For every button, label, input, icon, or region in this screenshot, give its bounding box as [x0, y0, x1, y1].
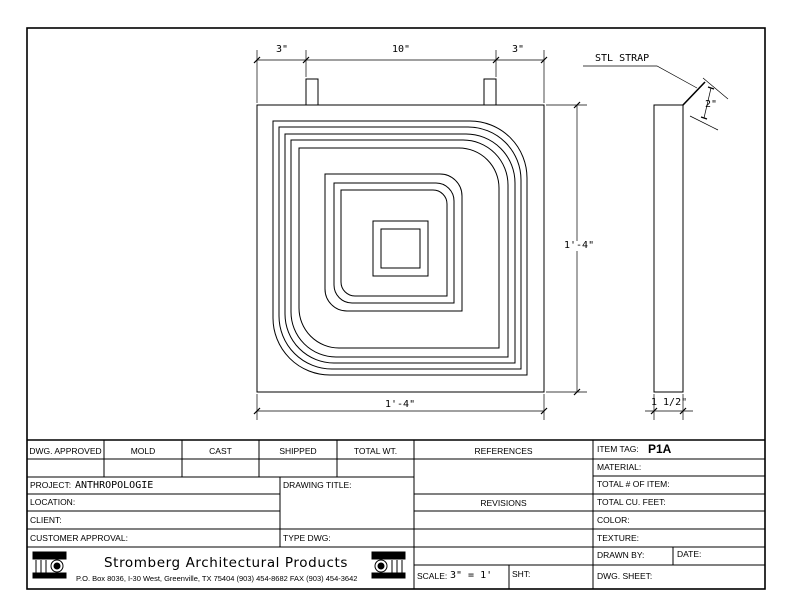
company-address: P.O. Box 8036, I-30 West, Greenville, TX 75404 (903) 454-8682 FAX (903) 454-3642: [76, 574, 358, 583]
steel-strap: [683, 82, 705, 105]
dim-side-thickness: 1 1/2": [651, 397, 688, 408]
dim-top-mid: 10": [392, 44, 411, 55]
profile-ring-7: [334, 183, 454, 303]
company-name: Stromberg Architectural Products: [104, 555, 349, 571]
type-dwg-label: TYPE DWG:: [283, 533, 331, 543]
cast-header: CAST: [209, 446, 232, 456]
profile-ring-2: [279, 127, 521, 369]
front-view-panel: [257, 79, 544, 392]
location-label: LOCATION:: [30, 497, 76, 507]
logo-right-icon: [372, 552, 405, 578]
texture-label: TEXTURE:: [597, 533, 640, 543]
profile-ring-6: [325, 174, 462, 311]
dwg-approved-header: DWG. APPROVED: [29, 446, 102, 456]
dim-top-right: 3": [512, 44, 525, 55]
project-label: PROJECT:: [30, 480, 72, 490]
profile-ring-5: [299, 148, 499, 348]
revisions-header: REVISIONS: [480, 498, 527, 508]
logo-left-icon: [33, 552, 66, 578]
side-profile: [654, 105, 683, 392]
dim-top: [254, 50, 547, 103]
client-label: CLIENT:: [30, 515, 62, 525]
color-label: COLOR:: [597, 515, 630, 525]
item-tag-value: P1A: [648, 442, 672, 456]
note-stl-strap: STL STRAP: [595, 53, 650, 64]
center-square-inner: [381, 229, 420, 268]
side-view: [654, 82, 705, 392]
scale-label: SCALE:: [417, 571, 448, 581]
references-header: REFERENCES: [474, 446, 533, 456]
total-items-label: TOTAL # OF ITEM:: [597, 479, 670, 489]
dim-strap-length: 2": [705, 99, 718, 110]
customer-approval-label: CUSTOMER APPROVAL:: [30, 533, 128, 543]
dim-top-left: 3": [276, 44, 289, 55]
post-right: [484, 79, 496, 105]
profile-ring-8: [341, 190, 447, 296]
post-left: [306, 79, 318, 105]
mold-header: MOLD: [130, 446, 156, 456]
drawing-title-label: DRAWING TITLE:: [283, 480, 352, 490]
sht-label: SHT:: [512, 569, 531, 579]
item-tag-label: ITEM TAG:: [597, 444, 639, 454]
strap-leader: [583, 66, 697, 88]
scale-value: 3" = 1': [450, 570, 493, 581]
total-cu-feet-label: TOTAL CU. FEET:: [597, 497, 666, 507]
date-label: DATE:: [677, 549, 702, 559]
profile-ring-3: [285, 134, 515, 363]
dwg-sheet-label: DWG. SHEET:: [597, 571, 653, 581]
profile-ring-4: [291, 140, 508, 357]
side-dims: [583, 66, 728, 420]
dim-bottom-width: 1'-4": [385, 399, 416, 410]
total-wt-header: TOTAL WT.: [353, 446, 398, 456]
dim-right-height: 1'-4": [564, 240, 595, 251]
drawn-by-label: DRAWN BY:: [597, 550, 645, 560]
project-value: ANTHROPOLOGIE: [75, 480, 154, 491]
material-label: MATERIAL:: [597, 462, 642, 472]
shipped-header: SHIPPED: [279, 446, 317, 456]
